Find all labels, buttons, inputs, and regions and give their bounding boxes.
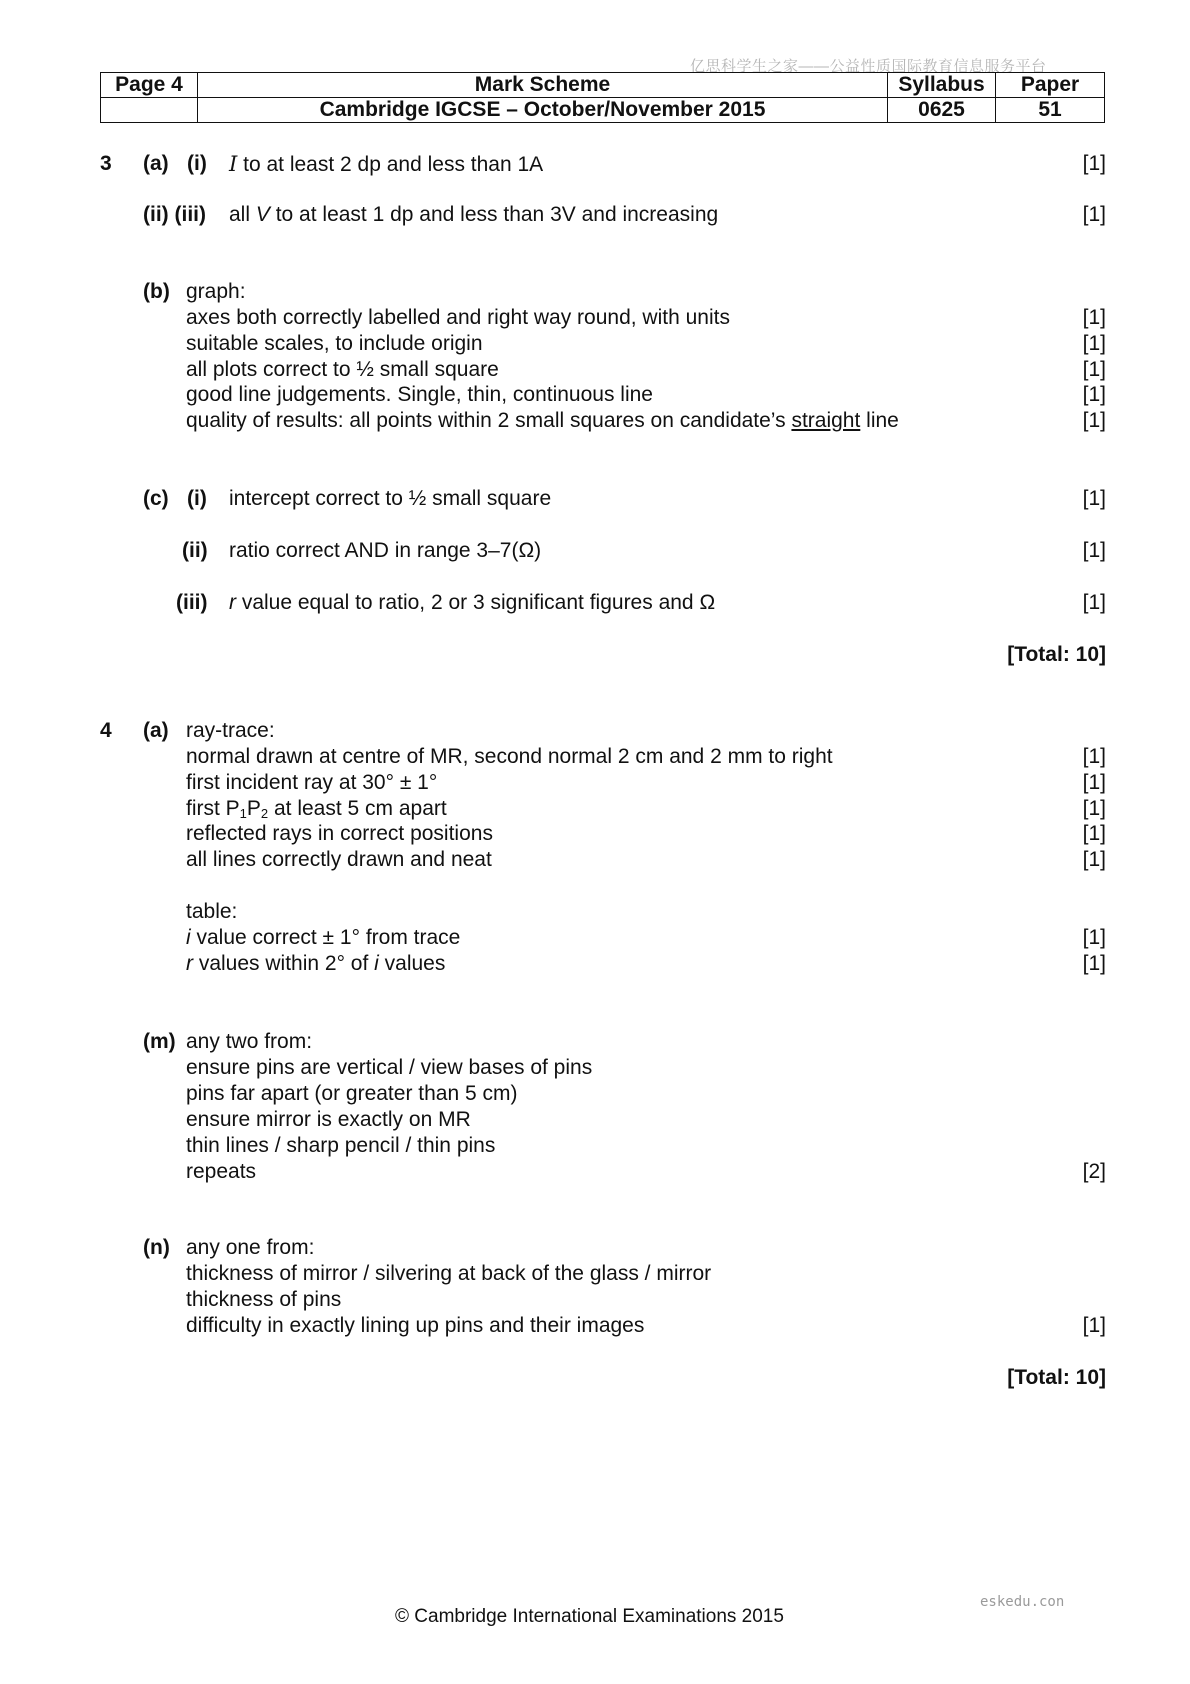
q3-b-line1: axes both correctly labelled and right way round, with units: [186, 306, 730, 329]
q4-n-heading: any one from:: [186, 1236, 315, 1259]
page-label-blank: [101, 98, 198, 123]
q3-b-line5: [186, 408, 899, 434]
q4-a-line3-b: P: [246, 797, 261, 820]
q3-c-ii-label: (ii): [182, 539, 208, 562]
q3-a-ii-text: [229, 202, 718, 228]
header-table: [100, 72, 1105, 123]
var-V: V: [255, 203, 270, 226]
q3-a-i-label: (i): [187, 152, 207, 175]
question-4-number: 4: [100, 719, 112, 742]
watermark-bottom: eskedu.con: [980, 1594, 1065, 1610]
var-i: i: [186, 926, 191, 949]
question-3-number: 3: [100, 152, 112, 175]
q4-a-line2: first incident ray at 30° ± 1°: [186, 771, 438, 794]
var-r: r: [186, 952, 193, 975]
q3-c-ii-text: ratio correct AND in range 3–7(Ω): [229, 539, 542, 562]
q4-a-line4: reflected rays in correct positions: [186, 822, 493, 845]
q4-a-table-heading: table:: [186, 900, 238, 923]
mark-4a-3: [1]: [1082, 797, 1106, 820]
var-r: r: [229, 591, 236, 614]
q4-m-line4: thin lines / sharp pencil / thin pins: [186, 1134, 496, 1157]
footer-copyright: © Cambridge International Examinations 2015: [395, 1606, 784, 1627]
mark-3b-2: [1]: [1082, 332, 1106, 355]
q4-n-line2: thickness of pins: [186, 1288, 342, 1311]
q3-c-i-text: intercept correct to ½ small square: [229, 487, 552, 510]
q4-a-table-line1-body: value correct ± 1° from trace: [190, 926, 461, 949]
q4-a-line3: [186, 796, 447, 822]
q4-part-m: (m): [143, 1030, 176, 1053]
q3-b-line5-post: line: [860, 409, 899, 432]
q4-m-heading: any two from:: [186, 1030, 313, 1053]
syllabus-label: Syllabus: [888, 73, 996, 98]
mark-3c-iii: [1]: [1082, 591, 1106, 614]
mark-4a-4: [1]: [1082, 822, 1106, 845]
q3-a-ii-pre: all: [229, 203, 256, 226]
mark-3b-4: [1]: [1082, 383, 1106, 406]
q4-m-line5: repeats: [186, 1160, 257, 1183]
q4-m-line3: ensure mirror is exactly on MR: [186, 1108, 471, 1131]
mark-4a-5: [1]: [1082, 848, 1106, 871]
q3-b-line4: good line judgements. Single, thin, continuous line: [186, 383, 653, 406]
q4-a-line3-a: first P: [186, 797, 240, 820]
q4-a-line3-c: at least 5 cm apart: [268, 797, 447, 820]
mark-3a-i: [1]: [1082, 152, 1106, 175]
watermark-top: 亿思科学生之家——公益性质国际教育信息服务平台: [690, 58, 1047, 75]
q3-c-iii-text: [229, 590, 715, 616]
q3-b-heading: graph:: [186, 280, 246, 303]
page-label: Page 4: [101, 73, 198, 98]
q3-b-line5-underlined: straight: [791, 409, 861, 432]
q3-part-b: (b): [143, 280, 170, 303]
q4-part-n: (n): [143, 1236, 170, 1259]
q4-a-table-line1: [186, 925, 460, 951]
q4-a-line3-sub2: 2: [260, 806, 269, 821]
q4-a-table-line2-mid: values within 2° of: [193, 952, 375, 975]
q4-a-line5: all lines correctly drawn and neat: [186, 848, 492, 871]
mark-3b-1: [1]: [1082, 306, 1106, 329]
header-subtitle: Cambridge IGCSE – October/November 2015: [198, 98, 888, 123]
q3-total: [Total: 10]: [1007, 643, 1106, 666]
mark-4n: [1]: [1082, 1314, 1106, 1337]
mark-4m: [2]: [1082, 1160, 1106, 1183]
q3-a-ii-iii-label: (ii) (iii): [143, 203, 206, 226]
var-I: I: [229, 152, 238, 176]
mark-4a-1: [1]: [1082, 745, 1106, 768]
q4-n-line1: thickness of mirror / silvering at back of the glass / mirror: [186, 1262, 712, 1285]
q3-a-i-body: to at least 2 dp and less than 1A: [237, 153, 544, 176]
q3-b-line5-pre: quality of results: all points within 2 small squares on candidate’s: [186, 409, 792, 432]
q3-b-line2: suitable scales, to include origin: [186, 332, 483, 355]
mark-3c-ii: [1]: [1082, 539, 1106, 562]
q3-c-iii-label: (iii): [176, 591, 208, 614]
mark-3b-5: [1]: [1082, 409, 1106, 432]
syllabus-value: 0625: [888, 98, 996, 123]
q4-m-line2: pins far apart (or greater than 5 cm): [186, 1082, 518, 1105]
q3-a-ii-body: to at least 1 dp and less than 3V and increasing: [269, 203, 719, 226]
q3-c-iii-body: value equal to ratio, 2 or 3 significant figures and Ω: [236, 591, 716, 614]
q4-a-table-line2-end: values: [378, 952, 446, 975]
q4-a-line3-sub1: 1: [239, 806, 247, 821]
q4-a-table-line2: [186, 951, 445, 977]
q4-part-a: (a): [143, 719, 169, 742]
header-title: Mark Scheme: [198, 73, 888, 98]
mark-4a-2: [1]: [1082, 771, 1106, 794]
q3-c-i-label: (i): [187, 487, 207, 510]
mark-4a-t1: [1]: [1082, 926, 1106, 949]
q4-m-line1: ensure pins are vertical / view bases of pins: [186, 1056, 593, 1079]
mark-3c-i: [1]: [1082, 487, 1106, 510]
q4-total: [Total: 10]: [1007, 1366, 1106, 1389]
mark-3b-3: [1]: [1082, 358, 1106, 381]
q3-part-c: (c): [143, 487, 169, 510]
mark-3a-ii: [1]: [1082, 203, 1106, 226]
paper-value: 51: [996, 98, 1105, 123]
q3-a-i-text: [229, 151, 543, 178]
var-i: i: [374, 952, 379, 975]
q3-part-a: (a): [143, 152, 169, 175]
q3-b-line3: all plots correct to ½ small square: [186, 358, 499, 381]
paper-label: Paper: [996, 73, 1105, 98]
mark-4a-t2: [1]: [1082, 952, 1106, 975]
q4-n-line3: difficulty in exactly lining up pins and their images: [186, 1314, 645, 1337]
q4-a-heading: ray-trace:: [186, 719, 275, 742]
q4-a-line1: normal drawn at centre of MR, second normal 2 cm and 2 mm to right: [186, 745, 833, 768]
